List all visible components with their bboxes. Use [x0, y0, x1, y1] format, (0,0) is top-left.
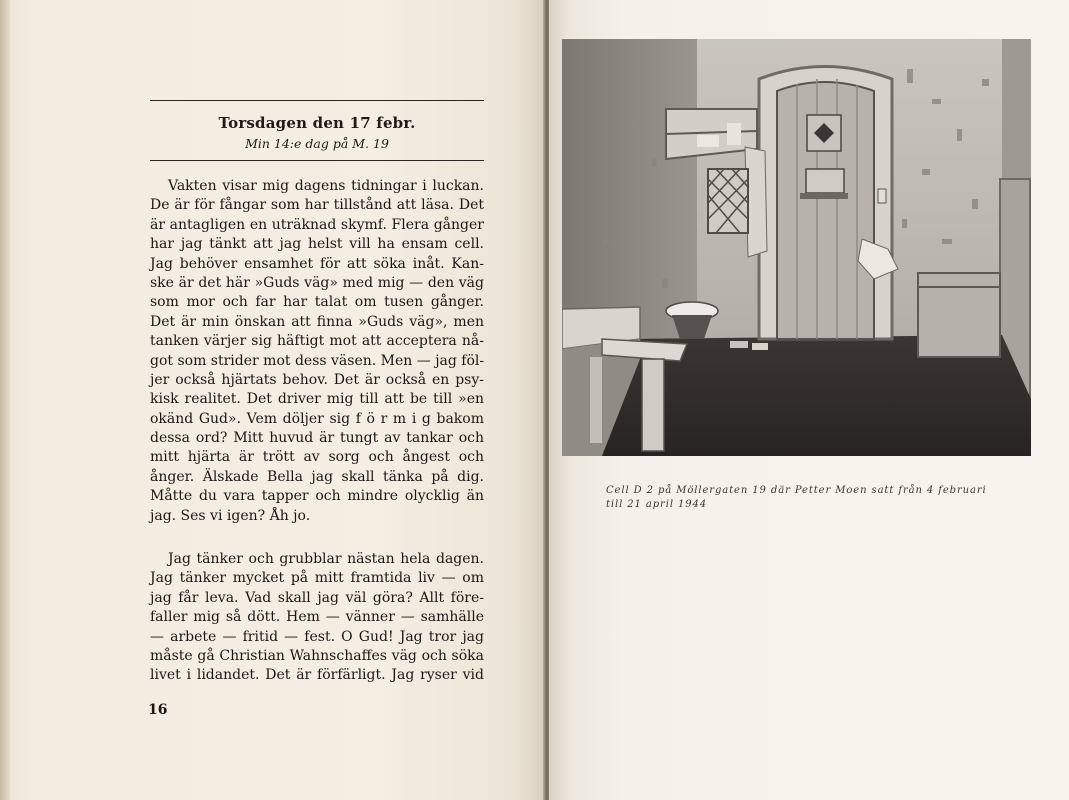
text-line: mitt hjärta är trött av sorg och ångest och — [150, 449, 484, 466]
text-line: De är för fångar som har tillstånd att läsa. Det — [150, 197, 484, 214]
text-line: tanken värjer sig häftigt mot att acceptera nå- — [150, 333, 484, 350]
text-line: Jag tänker mycket på mitt framtida liv — om — [150, 570, 484, 587]
text-line: — arbete — fritid — fest. O Gud! Jag tror jag — [150, 628, 484, 645]
text-line: Det är min önskan att finna »Guds väg», men — [150, 313, 484, 330]
text-line: som mor och far har talat om tusen gånger. — [150, 294, 484, 311]
page-edge — [0, 0, 10, 800]
page-number: 16 — [148, 702, 168, 718]
text-line: ske är det här »Guds väg» med mig — den väg — [150, 274, 484, 291]
text-line: Måtte du vara tapper och mindre olycklig än — [150, 488, 484, 505]
photo-caption — [606, 484, 987, 512]
text-line: faller mig så dött. Hem — vänner — samhälle — [150, 609, 484, 626]
heading-rule-bottom — [150, 160, 484, 161]
text-line: Jag behöver ensamhet för att söka inåt. Kan- — [150, 255, 484, 272]
heading-rule-top — [150, 100, 484, 101]
text-line: livet i lidandet. Det är förfärligt. Jag ryser vid — [150, 667, 484, 684]
caption-line: Cell D 2 på Möllergaten 19 där Petter Moen satt från 4 februari — [606, 485, 987, 496]
text-line: got som strider mot dess väsen. Men — jag föl- — [150, 352, 485, 369]
text-line: Vakten visar mig dagens tidningar i luckan. — [168, 178, 484, 194]
text-line: jer också hjärtats behov. Det är också en psy- — [150, 371, 484, 388]
entry-day-subheading: Min 14:e dag på M. 19 — [245, 136, 389, 151]
text-line: okänd Gud». Vem döljer sig f ö r m i g bakom — [150, 410, 484, 427]
text-line: måste gå Christian Wahnschaffes väg och söka — [150, 647, 484, 664]
text-line: har jag tänkt att jag helst vill ha ensam cell. — [150, 236, 484, 253]
text-line: dessa ord? Mitt huvud är tungt av tankar och — [150, 430, 484, 447]
text-line: kisk realitet. Det driver mig till att be till »en — [150, 391, 484, 408]
text-line: ånger. Älskade Bella jag skall tänka på dig. — [150, 468, 484, 485]
cell-photograph — [562, 39, 1031, 456]
text-line: jag får leva. Vad skall jag väl göra? Allt före- — [150, 589, 484, 606]
paragraph-2 — [150, 550, 484, 686]
text-line: jag. Ses vi igen? Åh jo. — [150, 507, 311, 524]
entry-date-heading: Torsdagen den 17 febr. — [218, 114, 416, 132]
caption-line: till 21 april 1944 — [606, 499, 708, 510]
text-line: Jag tänker och grubblar nästan hela dagen. — [168, 551, 484, 567]
text-line: är antagligen en uträknad skymf. Flera gånger — [150, 216, 484, 233]
paragraph-1 — [150, 177, 484, 526]
